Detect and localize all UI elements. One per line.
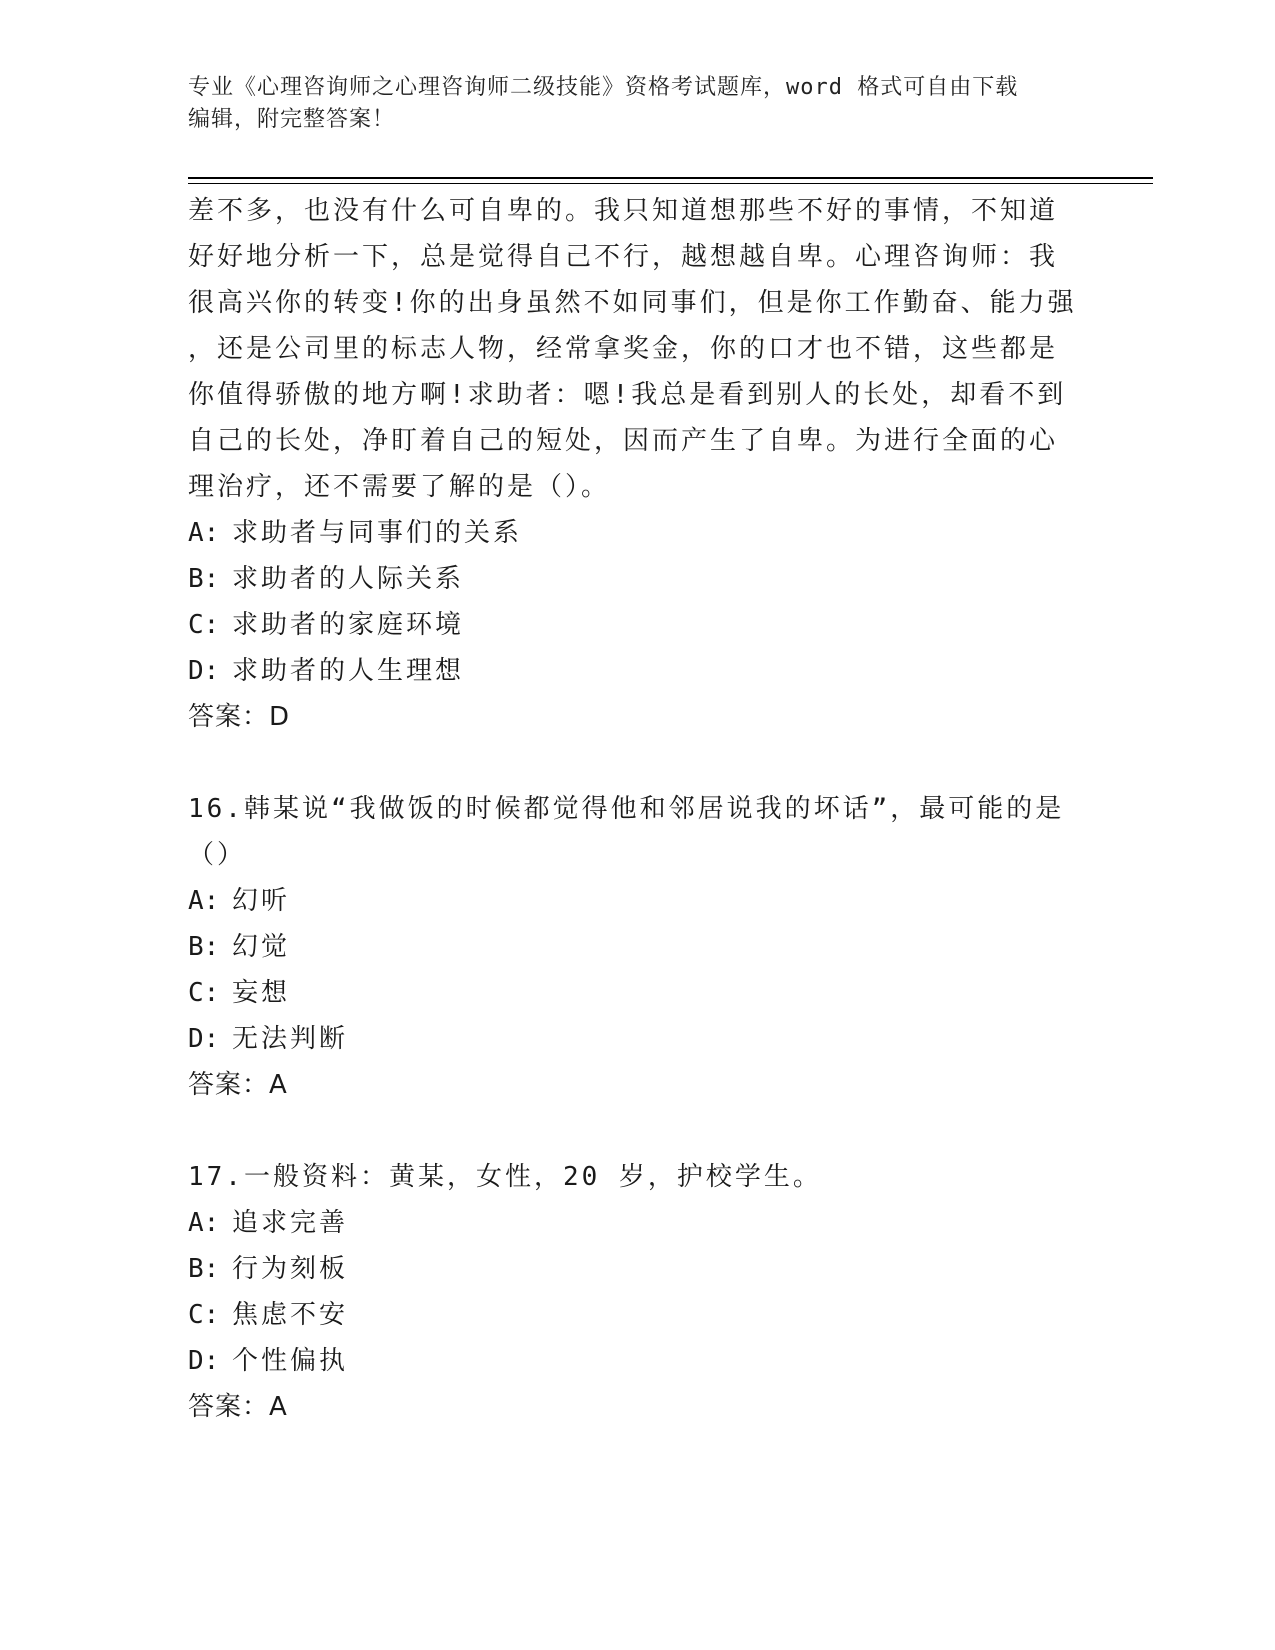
option-text: 求助者与同事们的关系 bbox=[232, 518, 523, 548]
option-b bbox=[188, 924, 1088, 970]
option-b bbox=[188, 556, 1088, 602]
question-stem-line: 你值得骄傲的地方啊!求助者：嗯!我总是看到别人的长处，却看不到 bbox=[188, 380, 1067, 410]
header-line-1: 专业《心理咨询师之心理咨询师二级技能》资格考试题库，word 格式可自由下载 bbox=[188, 75, 1019, 100]
option-letter: D: bbox=[188, 1024, 220, 1054]
question-stem-line: 16.韩某说“我做饭的时候都觉得他和邻居说我的坏话”，最可能的是 bbox=[188, 794, 1065, 824]
question-stem-line: 差不多，也没有什么可自卑的。我只知道想那些不好的事情，不知道 bbox=[188, 196, 1059, 226]
option-letter: B: bbox=[188, 564, 220, 594]
option-a bbox=[188, 878, 1088, 924]
option-letter: C: bbox=[188, 978, 220, 1008]
option-text: 幻觉 bbox=[232, 932, 291, 962]
option-a bbox=[188, 1200, 1088, 1246]
option-text: 追求完善 bbox=[232, 1208, 349, 1238]
option-text: 求助者的人际关系 bbox=[232, 564, 465, 594]
option-letter: C: bbox=[188, 610, 220, 640]
option-letter: B: bbox=[188, 1254, 220, 1284]
option-text: 焦虑不安 bbox=[232, 1300, 349, 1330]
option-text: 个性偏执 bbox=[232, 1346, 349, 1376]
question-stem-line: 17.一般资料：黄某，女性，20 岁，护校学生。 bbox=[188, 1162, 822, 1192]
answer-line: 答案：A bbox=[188, 1070, 288, 1100]
option-d bbox=[188, 1338, 1088, 1384]
option-text: 妄想 bbox=[232, 978, 291, 1008]
option-d bbox=[188, 1016, 1088, 1062]
option-letter: A: bbox=[188, 1208, 220, 1238]
header-line-2: 编辑，附完整答案！ bbox=[188, 107, 396, 132]
question-15 bbox=[188, 188, 1088, 740]
option-c bbox=[188, 602, 1088, 648]
option-letter: C: bbox=[188, 1300, 220, 1330]
question-stem-line: 自己的长处，净盯着自己的短处，因而产生了自卑。为进行全面的心 bbox=[188, 426, 1059, 456]
question-stem-line: 理治疗，还不需要了解的是（）。 bbox=[188, 472, 611, 502]
option-letter: D: bbox=[188, 656, 220, 686]
answer-line: 答案：D bbox=[188, 702, 291, 732]
question-16 bbox=[188, 786, 1088, 1108]
option-c bbox=[188, 970, 1088, 1016]
option-b bbox=[188, 1246, 1088, 1292]
header-rule-thick bbox=[188, 177, 1153, 179]
option-text: 行为刻板 bbox=[232, 1254, 349, 1284]
option-letter: A: bbox=[188, 518, 220, 548]
option-text: 求助者的家庭环境 bbox=[232, 610, 465, 640]
question-stem-line: 很高兴你的转变!你的出身虽然不如同事们，但是你工作勤奋、能力强 bbox=[188, 288, 1077, 318]
question-stem-line: （） bbox=[188, 840, 247, 870]
question-stem-line: 好好地分析一下，总是觉得自己不行，越想越自卑。心理咨询师：我 bbox=[188, 242, 1059, 272]
question-stem-line: ，还是公司里的标志人物，经常拿奖金，你的口才也不错，这些都是 bbox=[188, 334, 1059, 364]
option-text: 无法判断 bbox=[232, 1024, 349, 1054]
option-letter: A: bbox=[188, 886, 220, 916]
option-letter: B: bbox=[188, 932, 220, 962]
page-header bbox=[188, 72, 1088, 136]
option-d bbox=[188, 648, 1088, 694]
question-spacer bbox=[188, 1108, 1088, 1154]
option-text: 求助者的人生理想 bbox=[232, 656, 465, 686]
option-letter: D: bbox=[188, 1346, 220, 1376]
question-17 bbox=[188, 1154, 1088, 1430]
question-content bbox=[188, 188, 1088, 1430]
header-rule-thin bbox=[188, 183, 1153, 184]
question-spacer bbox=[188, 740, 1088, 786]
answer-line: 答案：A bbox=[188, 1392, 288, 1422]
option-text: 幻听 bbox=[232, 886, 291, 916]
option-a bbox=[188, 510, 1088, 556]
option-c bbox=[188, 1292, 1088, 1338]
